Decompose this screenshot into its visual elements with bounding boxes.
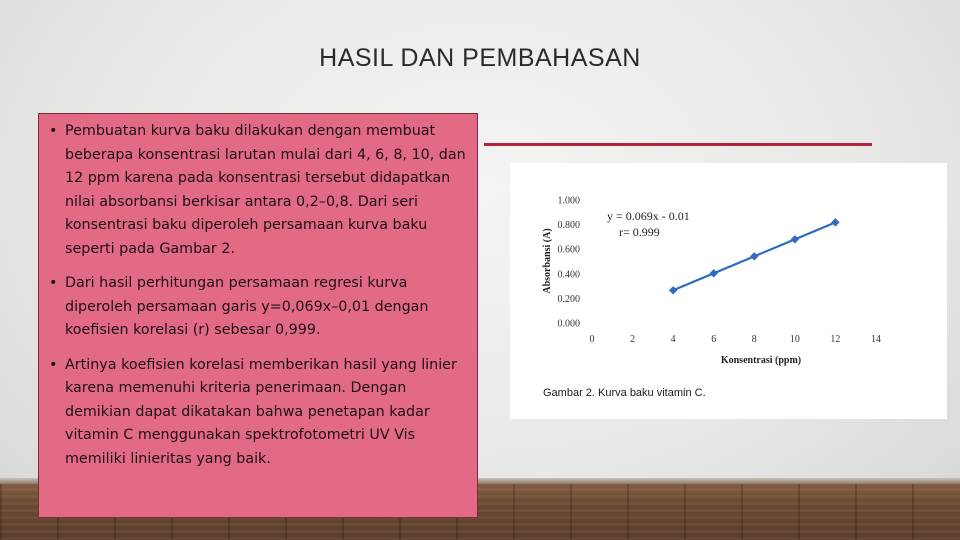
y-tick-label: 1.000 [557, 195, 580, 207]
bullet-text: Pembuatan kurva baku dilakukan dengan membuat beberapa konsentrasi larutan mulai dari 4, 6, 8, 10, dan 12 ppm karena pada konsentrasi tersebut didapatkan nilai absorbansi berkisar antara 0,2–0,8. Dari seri konsentrasi baku diperoleh persamaan kurva baku seperti pada Gambar 2. [65, 123, 466, 257]
text-panel [38, 113, 478, 518]
x-tick-label: 10 [789, 334, 800, 345]
x-tick-label: 12 [830, 334, 841, 345]
y-axis-title: Absorbansi (A) [542, 228, 553, 294]
calibration-chart [510, 163, 947, 383]
bullet-list [47, 120, 467, 471]
x-tick-label: 14 [871, 334, 881, 345]
data-point-marker [669, 286, 677, 294]
x-tick-label: 8 [751, 334, 757, 345]
data-point-marker [791, 235, 799, 243]
chart-card [510, 163, 947, 419]
bullet-text: Artinya koefisien korelasi memberikan hasil yang linier karena memenuhi kriteria penerimaan. Dengan demikian dapat dikatakan bahwa penetapan kadar vitamin C menggunakan spektrofotometri UV Vis memiliki linieritas yang baik. [65, 356, 457, 467]
y-tick-label: 0.200 [557, 293, 580, 305]
data-point-marker [750, 252, 758, 260]
x-tick-label: 2 [630, 334, 636, 345]
x-tick-label: 6 [711, 334, 717, 345]
x-tick-label: 0 [589, 334, 595, 345]
bullet-text: Dari hasil perhitungan persamaan regresi kurva diperoleh persamaan garis y=0,069x–0,01 dengan koefisien korelasi (r) sebesar 0,999. [65, 275, 429, 338]
bullet-dot: • [49, 275, 58, 291]
data-point-marker [831, 218, 839, 226]
y-tick-label: 0.400 [557, 269, 580, 281]
bullet-item [47, 272, 467, 343]
slide-title: HASIL DAN PEMBAHASAN [319, 44, 641, 72]
figure-caption: Gambar 2. Kurva baku vitamin C. [543, 387, 706, 399]
y-tick-label: 0.000 [557, 318, 580, 330]
y-tick-label: 0.600 [557, 244, 580, 256]
x-tick-label: 4 [670, 334, 676, 345]
data-point-marker [710, 269, 718, 277]
bullet-dot: • [49, 123, 58, 139]
accent-divider [484, 143, 872, 146]
bullet-item [47, 120, 467, 261]
x-axis-title: Konsentrasi (ppm) [720, 355, 802, 366]
chart-annotation-correlation: r= 0.999 [619, 225, 660, 239]
chart-annotation-equation: y = 0.069x - 0.01 [607, 209, 690, 223]
y-tick-label: 0.800 [557, 220, 580, 232]
bullet-dot: • [49, 356, 58, 373]
bullet-item [47, 354, 467, 472]
